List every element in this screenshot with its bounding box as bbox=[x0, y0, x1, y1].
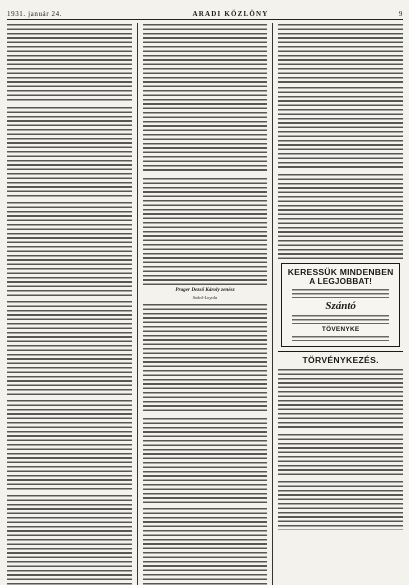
section-title: TÖRVÉNYKEZÉS. bbox=[278, 351, 403, 365]
column-2 bbox=[143, 23, 268, 585]
article-paragraph bbox=[7, 300, 132, 396]
ad-brand: Szántó bbox=[325, 300, 356, 313]
article-paragraph bbox=[7, 106, 132, 198]
article-paragraph bbox=[278, 480, 403, 530]
article-paragraph bbox=[278, 86, 403, 170]
column-3 bbox=[278, 23, 403, 585]
ad-fine-print bbox=[292, 314, 389, 324]
article-paragraph bbox=[143, 23, 268, 173]
advertisement-box bbox=[281, 263, 400, 347]
ad-headline: KERESSÜK MINDENBEN bbox=[287, 267, 394, 277]
article-paragraph bbox=[143, 177, 268, 285]
column-separator bbox=[137, 23, 138, 585]
columns bbox=[7, 23, 403, 585]
article-paragraph bbox=[278, 173, 403, 261]
ad-product: TÖVENYKE bbox=[321, 326, 360, 334]
article-paragraph bbox=[278, 23, 403, 83]
article-paragraph bbox=[143, 303, 268, 413]
ad-subheadline: A LEGJOBBAT! bbox=[309, 277, 373, 287]
article-heading: Prager Dezső Károly zenész bbox=[175, 287, 235, 293]
column-separator bbox=[272, 23, 273, 585]
article-paragraph bbox=[143, 417, 268, 503]
article-paragraph bbox=[143, 507, 268, 585]
article-paragraph bbox=[7, 494, 132, 585]
header-title: ARADI KÖZLÖNY bbox=[192, 10, 269, 18]
article-paragraph bbox=[7, 23, 132, 103]
article-paragraph bbox=[278, 368, 403, 430]
ad-fine-print bbox=[292, 335, 389, 341]
page-header bbox=[7, 6, 403, 20]
article-paragraph bbox=[7, 201, 132, 297]
header-date: 1931. január 24. bbox=[7, 10, 63, 18]
article-paragraph bbox=[7, 399, 132, 491]
article-subheading: Sokol-Loyola bbox=[192, 295, 218, 300]
article-paragraph bbox=[278, 433, 403, 477]
header-page-number: 9 bbox=[398, 10, 403, 18]
column-1 bbox=[7, 23, 132, 585]
ad-fine-print bbox=[292, 288, 389, 298]
